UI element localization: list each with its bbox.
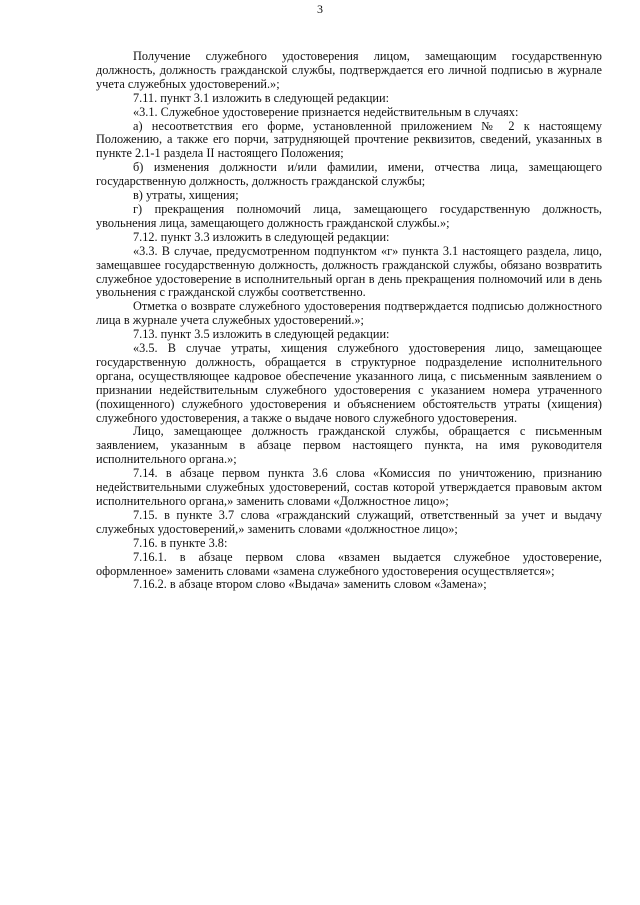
paragraph: «3.5. В случае утраты, хищения служебного удостоверения лицо, замещающее государственную должность, обращается в структурное подразделение исполнительного органа, осуществляющее кадровое обеспечение указанного лица, с письменным заявлением о признании недействительным служебного удостоверения с указанием номера утраченного (похищенного) служебного удостоверения и объяснением обстоятельств утраты (хищения) служебного удостоверения, а также о выдаче нового служебного удостоверения. [96,341,602,425]
paragraph: 7.16.1. в абзаце первом слова «взамен выдается служебное удостоверение, оформленное» заменить словами «замена служебного удостоверения осуществляется»; [96,549,602,578]
paragraph: 7.15. в пункте 3.7 слова «гражданский служащий, ответственный за учет и выдачу служебных удостоверений,» заменить словами «должностное лицо»; [96,507,602,536]
page-number: 3 [317,2,323,16]
paragraph: 7.14. в абзаце первом пункта 3.6 слова «Комиссия по уничтожению, признанию недействительными служебных удостоверений, состав которой утверждается правовым актом исполнительного органа,» заменить словами «Должностное лицо»; [96,466,602,508]
paragraph: «3.1. Служебное удостоверение признается недействительным в случаях: [133,104,519,119]
paragraph: 7.13. пункт 3.5 изложить в следующей редакции: [133,327,390,342]
paragraph: Отметка о возврате служебного удостоверения подтверждается подписью должностного лица в журнале учета служебных удостоверений.»; [96,299,602,328]
paragraph: Получение служебного удостоверения лицом, замещающим государственную должность, должность гражданской службы, подтверждается его личной подписью в журнале учета служебных удостоверений.»; [96,49,602,91]
document-body [96,50,602,592]
paragraph: 7.16. в пункте 3.8: [133,535,228,550]
paragraph: а) несоответствия его форме, установленной приложением № 2 к настоящему Положению, а также его порчи, затрудняющей прочтение реквизитов, сведений, указанных в пункте 2.1-1 раздела II настоящего Положения; [96,118,602,161]
paragraph: 7.12. пункт 3.3 изложить в следующей редакции: [133,229,390,244]
paragraph: «3.3. В случае, предусмотренном подпунктом «г» пункта 3.1 настоящего раздела, лицо, замещавшее государственную должность, должность гражданской службы, обязано возвратить служебное удостоверение в исполнительный орган в день прекращения полномочий или в день увольнения с гражданской службы соответственно. [96,243,602,300]
paragraph: б) изменения должности и/или фамилии, имени, отчества лица, замещающего государственную должность, должность гражданской службы; [96,160,602,189]
paragraph: Лицо, замещающее должность гражданской службы, обращается с письменным заявлением, указанным в абзаце первом настоящего пункта, на имя руководителя исполнительного органа.»; [96,424,602,467]
paragraph: г) прекращения полномочий лица, замещающего государственную должность, увольнения лица, замещающего должность гражданской службы.»; [96,201,602,230]
paragraph: 7.16.2. в абзаце втором слово «Выдача» заменить словом «Замена»; [133,577,487,592]
paragraph: в) утраты, хищения; [133,188,239,203]
paragraph: 7.11. пункт 3.1 изложить в следующей редакции: [133,90,390,105]
